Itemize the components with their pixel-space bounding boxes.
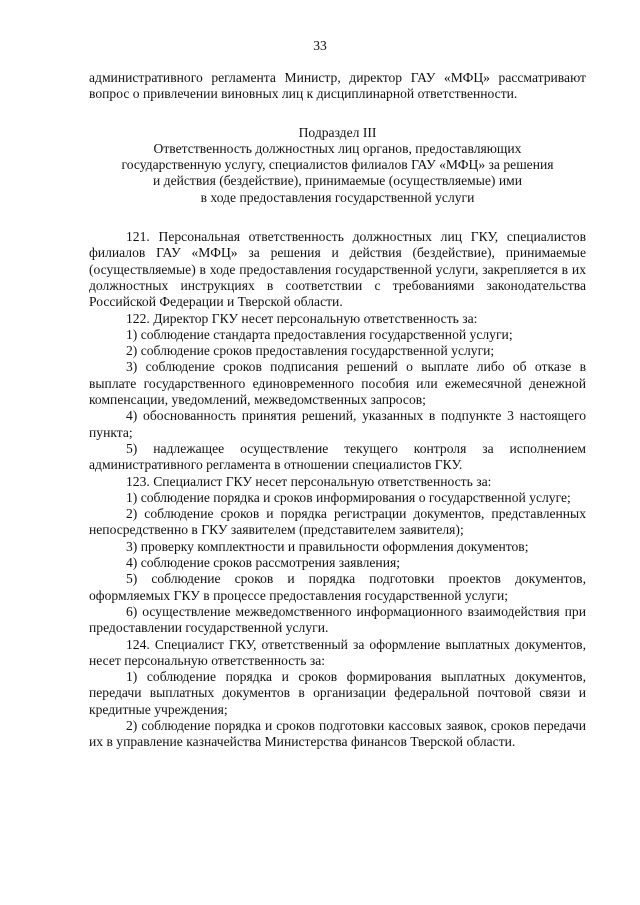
paragraph-122-item-2: 2) соблюдение сроков предоставления государственной услуги; [126,343,495,359]
paragraph-122-item-4: 4) обоснованность принятия решений, указанных в подпункте 3 настоящего пункта; [89,408,586,440]
subsection-title-line: Ответственность должностных лиц органов, предоставляющих [153,140,522,156]
intro-paragraph: административного регламента Министр, директор ГАУ «МФЦ» рассматривают вопрос о привлечении виновных лиц к дисциплинарной ответственности. [89,70,586,102]
document-body [89,70,586,751]
subsection-title-line: в ходе предоставления государственной услуги [200,189,475,205]
paragraph-123-item-1: 1) соблюдение порядка и сроков информирования о государственной услуге; [126,489,571,505]
paragraph-124: 124. Специалист ГКУ, ответственный за оформление выплатных документов, несет персональную ответственность за: [89,636,586,668]
subsection-heading [89,125,586,206]
paragraph-123-item-5: 5) соблюдение сроков и порядка подготовки проектов документов, оформляемых ГКУ в процессе предоставления государственной услуги; [89,571,586,603]
subsection-title-line: государственную услугу, специалистов филиалов ГАУ «МФЦ» за решения [121,157,554,173]
paragraph-123-item-2: 2) соблюдение сроков и порядка регистрации документов, представленных непосредственно в ГКУ заявителем (представителем заявителя); [89,506,586,538]
paragraph-123-item-6: 6) осуществление межведомственного информационного взаимодействия при предоставлении государственной услуги. [89,603,586,636]
paragraph-122-item-3: 3) соблюдение сроков подписания решений о выплате либо об отказе в выплате государственного единовременного пособия или ежемесячной денежной компенсации, уведомлений, межведомственных запросов; [89,359,586,408]
page-number: 33 [313,38,327,53]
paragraph-124-item-2: 2) соблюдение порядка и сроков подготовки кассовых заявок, сроков передачи их в управление казначейства Министерства финансов Тверской области. [89,717,586,750]
subsection-title-line: и действия (бездействие), принимаемые (осуществляемые) ими [153,173,522,189]
paragraph-123-item-4: 4) соблюдение сроков рассмотрения заявления; [126,555,401,571]
paragraph-123-item-3: 3) проверку комплектности и правильности оформления документов; [126,538,529,554]
subsection-label: Подраздел III [298,124,377,140]
paragraph-123: 123. Специалист ГКУ несет персональную ответственность за: [126,473,492,489]
paragraph-122: 122. Директор ГКУ несет персональную ответственность за: [126,310,478,326]
paragraph-122-item-1: 1) соблюдение стандарта предоставления государственной услуги; [126,326,513,342]
paragraph-124-item-1: 1) соблюдение порядка и сроков формирования выплатных документов, передачи выплатных документов в организации федеральной почтовой связи и кредитные учреждения; [89,669,586,717]
paragraph-122-item-5: 5) надлежащее осуществление текущего контроля за исполнением административного регламента в отношении специалистов ГКУ. [89,440,586,473]
paragraph-121: 121. Персональная ответственность должностных лиц ГКУ, специалистов филиалов ГАУ «МФЦ» за решения и действия (бездействие), принимаемые (осуществляемые) в ходе предоставления государственной услуги, закрепляется в их должностных инструкциях в соответствии с требованиями законодательства Российской Федерации и Тверской области. [89,229,586,310]
